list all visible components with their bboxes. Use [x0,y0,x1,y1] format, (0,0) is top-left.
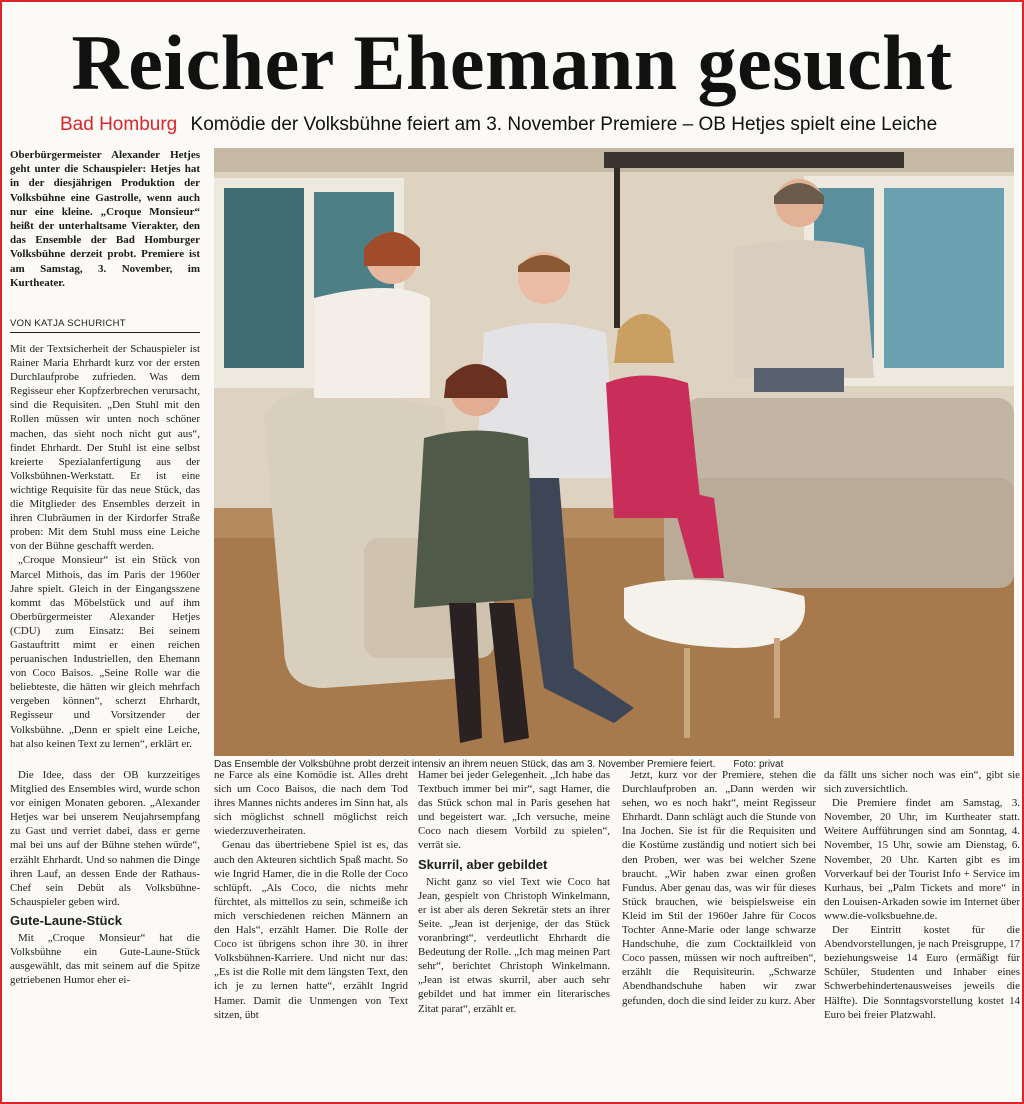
photo-caption [214,759,1014,770]
paragraph: Jetzt, kurz vor der Premiere, stehen die Durchlaufproben an. „Dann werden wir sehen, wo es noch hakt“, meint Regisseur Ehrhardt. Dann schlägt auch die Stunde von Ina Jochen. Sie ist für die Requisiten und die Kostüme zuständig und notiert sich bei den Proben, wer was bei welcher Szene braucht. „Wir haben zwar einen großen Fundus. Aber genau das, was wir für dieses Stück brauchen, wie beispielsweise ein Kleid im Stil der 1960er Jahre für Cocos Tochter Anne-Marie oder lange schwarze Handschuhe, die zum Cocktailkleid von Coco passen, müssen wir noch auftreiben“, erzählt die Requisiteurin. „Schwarze Abendhandschuhe haben wir zwar gefunden, doch die sind leider zu kurz. Aber [622,769,816,1007]
subheading: Gute-Laune-Stück [10,912,122,928]
paragraph: Der Eintritt kostet für die Abendvorstellungen, je nach Preisgruppe, 17 beziehungsweise 14 Euro (ermäßigt für Schüler, Studenten und Inhaber eines Schwerbehindertenausweises jeweils die Hälfte). Die Sonntagsvorstellung kostet 14 Euro bei freier Platzwahl. [824,924,1020,1021]
ensemble-photo [214,148,1014,756]
column-2 [10,768,200,987]
paragraph: Mit der Textsicherheit der Schauspieler ist Rainer Maria Ehrhardt kurz vor der ersten Durchlaufprobe zufrieden. Was dem Regisseur eher Kopfzerbrechen verursacht, sind die Requisiten. „Den Stuhl mit den Rollen müssen wir unten noch schöner machen, das sieht noch nicht gut aus“, findet Ehrhardt. Der Stuhl ist eine selbst kreierte Spezialanfertigung aus der Volksbühnen-Werkstatt. Er ist eine wichtige Requisite für das neue Stück, das die Mitglieder des Ensembles derzeit in ihren Clubräumen in der Kirdorfer Straße proben: Mit dem Stuhl muss eine Leiche von der Bühne geschafft werden. [10,343,200,553]
subline [60,114,937,136]
paragraph: Mit „Croque Monsieur“ hat die Volksbühne ein Gute-Laune-Stück ausgewählt, das mit seinem auf die Spitze getriebenen Humor eher ei- [10,932,200,987]
paragraph: Die Premiere findet am Samstag, 3. November, 20 Uhr, im Kurtheater statt. Weitere Aufführungen sind am Sonntag, 4. November, 15 Uhr, sowie am Dienstag, 6. November, 20 Uhr. Karten gibt es im Vorverkauf bei der Tourist Info + Service im Kurhaus, bei „Palm Tickets and more“ in den Louisen-Arkaden sowie im Internet über www.die-volksbuehne.de. [824,797,1020,922]
column-3 [214,768,408,1022]
column-5 [622,768,816,1008]
column-6 [824,768,1020,1022]
paragraph: Genau das übertriebene Spiel ist es, das auch den Akteuren sichtlich Spaß macht. So wie Ingrid Hamer, die in die Rolle der Coco schlüpft. „Als Coco, die nichts mehr fürchtet, als mittellos zu sein, schmeiße ich mich verschiedenen reichen Männern an den Hals“, erzählt Hamer. Die Rolle der Coco ist übrigens schon ihre 30. in ihrer Volksbühnen-Karriere. Und nicht nur das: „Es ist die Rolle mit dem längsten Text, den ich je zu lernen hatte“, erzählt Ingrid Hamer. Damit die Unmengen von Text sitzen, übt [214,839,408,1021]
dateline-city: Bad Homburg [60,114,178,135]
paragraph: Nicht ganz so viel Text wie Coco hat Jean, gespielt von Christoph Winkelmann, er ist aber als deren Sekretär stets an ihrer Seite. „Jean ist derjenige, der das Stück voranbringt“, verdeutlicht Ehrhardt die Bedeutung der Rolle. „Ich mag meinen Part sehr“, berichtet Christoph Winkelmann. „Jean ist etwas skurril, aber auch sehr gebildet und hat immer ein literarisches Zitat parat“, erzählt er. [418,875,610,1015]
paragraph: ne Farce als eine Komödie ist. Alles dreht sich um Coco Baisos, die nach dem Tod ihres Mannes nichts anderes im Sinn hat, als sich möglichst schnell möglichst reich wiederzuverheiraten. [214,769,408,838]
column-4 [418,768,610,1016]
subheading: Skurril, aber gebildet [418,856,548,872]
byline: VON KATJA SCHURICHT [10,318,200,333]
paragraph: Hamer bei jeder Gelegenheit. „Ich habe das Textbuch immer bei mir“, sagt Hamer, die das Stück schon mal in Paris gesehen hat und begeistert war. „Ich versuche, meine Coco nach diesem Vorbild zu spielen“, verrät sie. [418,769,610,852]
headline: Reicher Ehemann gesucht [71,19,953,106]
photo-credit: Foto: privat [733,759,784,770]
column-1 [10,342,200,751]
caption-text: Das Ensemble der Volksbühne probt derzeit intensiv an ihrem neuen Stück, das am 3. November Premiere feiert. [214,759,716,770]
paragraph: da fällt uns sicher noch was ein“, gibt sie sich zuversichtlich. [824,769,1020,796]
paragraph: Die Idee, dass der OB kurzzeitiges Mitglied des Ensembles wird, wurde schon vor einigen Monaten geboren. „Alexander Hetjes war bei unserem Neujahrsempfang zu Gast und verriet dabei, dass er gerne mal bei uns auf der Bühne stehen würde“, erzählt Ehrhardt. Und so nahmen die Dinge ihren Lauf, an dessen Ende der Rathaus-Chef sein Debüt als Volksbühne-Schauspieler geben wird. [10,769,200,908]
lead-paragraph: Oberbürgermeister Alexander Hetjes geht unter die Schauspieler: Hetjes hat in der diesjährigen Produktion der Volksbühne eine Gastrolle, wenn auch nur eine kleine. „Croque Monsieur“ heißt der unterhaltsame Vierakter, den das Ensemble der Bad Homburger Volksbühne derzeit probt. Premiere ist am Samstag, 3. November, im Kurtheater. [10,149,200,289]
ensemble-photo-illustration [214,148,1014,756]
paragraph: „Croque Monsieur“ ist ein Stück von Marcel Mithois, das im Paris der 1960er Jahre spielt. Gleich in der Eingangsszene kommt das Möbelstück und auf ihm Oberbürgermeister Alexander Hetjes (CDU) zum Einsatz: Bei seinem Gastauftritt mimt er einen reichen peruanischen Industriellen, den Ehemann von Coco Baisos. „Seine Rolle war die beliebteste, die hätten wir gleich mehrfach vergeben können“, scherzt Ehrhardt, Regisseur und Vorsitzender der Volksbühne. „Denn er spielt eine Leiche, hat also keinen Text zu lernen“, erklärt er. [10,554,200,750]
deck: Komödie der Volksbühne feiert am 3. November Premiere – OB Hetjes spielt eine Leiche [190,114,938,135]
